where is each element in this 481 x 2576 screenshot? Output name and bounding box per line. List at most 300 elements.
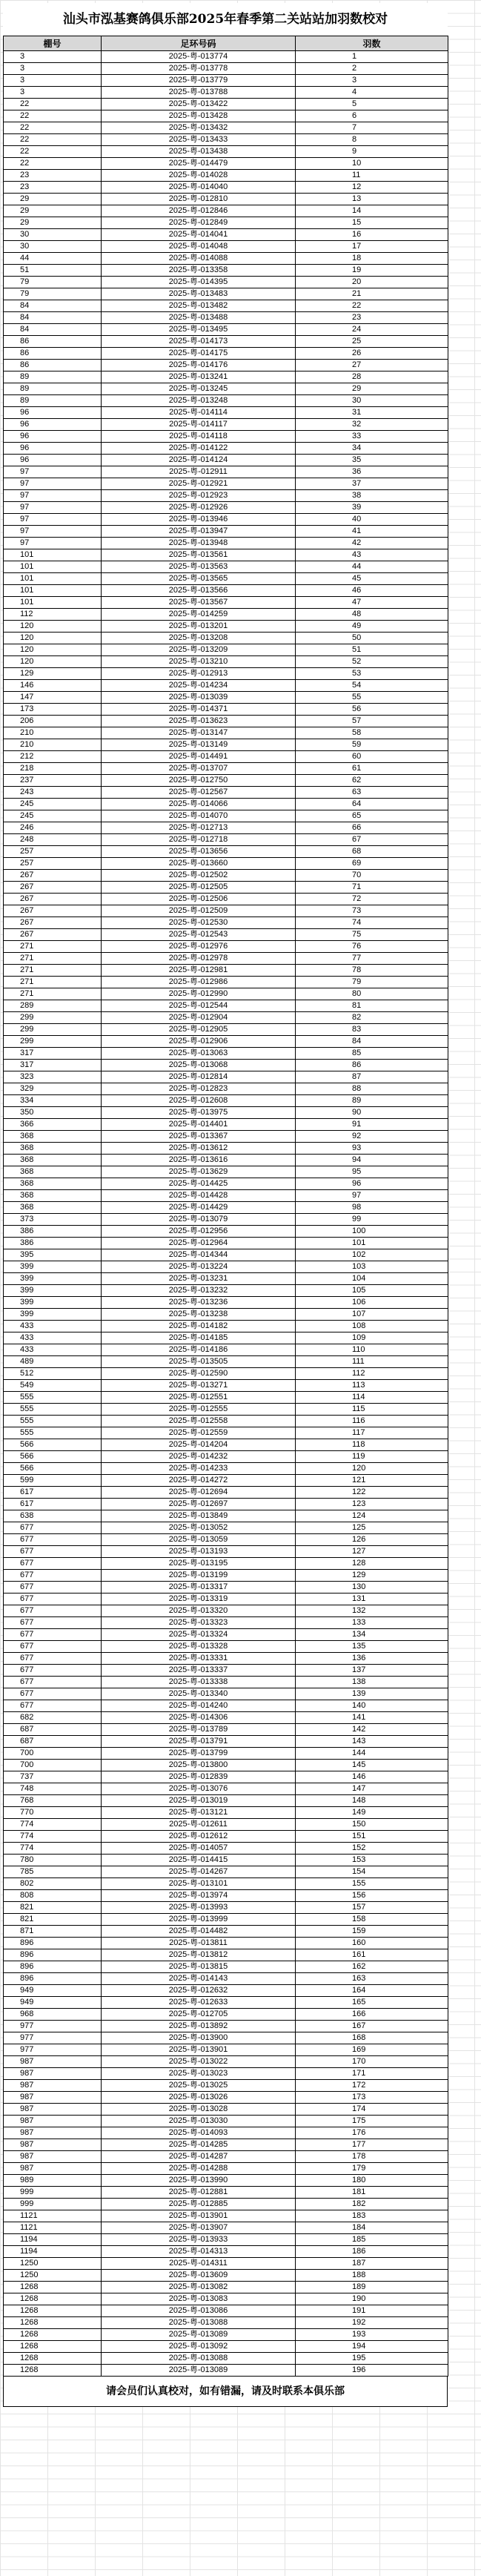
table-row — [4, 858, 448, 870]
table-row — [4, 1949, 448, 1961]
table-row — [4, 431, 448, 443]
cell-ring: 2025-粤-012839 — [102, 1771, 296, 1783]
table-row — [4, 609, 448, 621]
table-row — [4, 241, 448, 253]
cell-loft: 22 — [4, 99, 102, 110]
table-row — [4, 229, 448, 241]
cell-count: 182 — [296, 2199, 448, 2210]
cell-loft: 267 — [4, 929, 102, 941]
cell-ring: 2025-粤-014117 — [102, 419, 296, 431]
column-header-ring: 足环号码 — [102, 36, 296, 51]
cell-ring: 2025-粤-013616 — [102, 1155, 296, 1166]
table-row — [4, 2305, 448, 2317]
cell-count: 48 — [296, 609, 448, 621]
cell-loft: 212 — [4, 751, 102, 763]
cell-loft: 617 — [4, 1499, 102, 1510]
cell-count: 71 — [296, 882, 448, 894]
cell-ring: 2025-粤-013052 — [102, 1522, 296, 1534]
cell-count: 185 — [296, 2234, 448, 2246]
cell-count: 117 — [296, 1427, 448, 1439]
cell-loft: 96 — [4, 443, 102, 455]
cell-loft: 317 — [4, 1048, 102, 1060]
cell-ring: 2025-粤-013245 — [102, 383, 296, 395]
table-row — [4, 763, 448, 775]
cell-count: 78 — [296, 965, 448, 977]
table-row — [4, 1309, 448, 1321]
cell-loft: 748 — [4, 1783, 102, 1795]
table-row — [4, 455, 448, 466]
table-row — [4, 573, 448, 585]
cell-ring: 2025-粤-013236 — [102, 1297, 296, 1309]
cell-ring: 2025-粤-013317 — [102, 1582, 296, 1594]
cell-loft: 29 — [4, 194, 102, 205]
cell-loft: 677 — [4, 1641, 102, 1653]
cell-count: 57 — [296, 716, 448, 727]
cell-count: 23 — [296, 312, 448, 324]
column-header-count: 羽数 — [296, 36, 448, 51]
cell-loft: 89 — [4, 383, 102, 395]
cell-ring: 2025-粤-013019 — [102, 1795, 296, 1807]
cell-loft: 987 — [4, 2056, 102, 2068]
cell-loft: 896 — [4, 1949, 102, 1961]
table-row — [4, 621, 448, 633]
cell-loft: 1194 — [4, 2234, 102, 2246]
cell-count: 158 — [296, 1914, 448, 1926]
cell-ring: 2025-粤-012530 — [102, 917, 296, 929]
cell-loft: 97 — [4, 466, 102, 478]
cell-loft: 386 — [4, 1238, 102, 1249]
cell-ring: 2025-粤-013248 — [102, 395, 296, 407]
cell-count: 53 — [296, 668, 448, 680]
cell-count: 10 — [296, 158, 448, 170]
cell-loft: 101 — [4, 573, 102, 585]
table-row — [4, 846, 448, 858]
table-row — [4, 2246, 448, 2258]
cell-ring: 2025-粤-012633 — [102, 1997, 296, 2009]
cell-count: 177 — [296, 2139, 448, 2151]
cell-count: 128 — [296, 1558, 448, 1570]
table-row — [4, 217, 448, 229]
cell-count: 54 — [296, 680, 448, 692]
cell-loft: 146 — [4, 680, 102, 692]
cell-count: 47 — [296, 597, 448, 609]
table-row — [4, 1439, 448, 1451]
cell-ring: 2025-粤-013063 — [102, 1048, 296, 1060]
cell-loft: 871 — [4, 1926, 102, 1938]
table-row — [4, 1570, 448, 1582]
table-row — [4, 75, 448, 87]
cell-count: 151 — [296, 1831, 448, 1843]
cell-loft: 687 — [4, 1724, 102, 1736]
cell-ring: 2025-粤-013811 — [102, 1938, 296, 1949]
cell-ring: 2025-粤-012559 — [102, 1427, 296, 1439]
table-body — [4, 51, 448, 2377]
table-row — [4, 348, 448, 360]
cell-ring: 2025-粤-012551 — [102, 1392, 296, 1404]
cell-ring: 2025-粤-013900 — [102, 2032, 296, 2044]
cell-ring: 2025-粤-014306 — [102, 1712, 296, 1724]
cell-loft: 512 — [4, 1368, 102, 1380]
cell-ring: 2025-粤-014234 — [102, 680, 296, 692]
cell-ring: 2025-粤-013566 — [102, 585, 296, 597]
cell-loft: 677 — [4, 1558, 102, 1570]
cell-loft: 329 — [4, 1083, 102, 1095]
cell-ring: 2025-粤-014186 — [102, 1344, 296, 1356]
cell-loft: 3 — [4, 51, 102, 63]
cell-ring: 2025-粤-013079 — [102, 1214, 296, 1226]
cell-ring: 2025-粤-014259 — [102, 609, 296, 621]
table-row — [4, 1878, 448, 1890]
cell-ring: 2025-粤-014232 — [102, 1451, 296, 1463]
cell-ring: 2025-粤-014204 — [102, 1439, 296, 1451]
cell-ring: 2025-粤-012978 — [102, 953, 296, 965]
cell-ring: 2025-粤-014285 — [102, 2139, 296, 2151]
cell-loft: 317 — [4, 1060, 102, 1071]
table-row — [4, 1404, 448, 1416]
cell-ring: 2025-粤-013209 — [102, 644, 296, 656]
cell-ring: 2025-粤-012906 — [102, 1036, 296, 1048]
cell-count: 125 — [296, 1522, 448, 1534]
table-row — [4, 502, 448, 514]
table-row — [4, 905, 448, 917]
cell-count: 59 — [296, 739, 448, 751]
table-row — [4, 1938, 448, 1949]
cell-ring: 2025-粤-013656 — [102, 846, 296, 858]
cell-ring: 2025-粤-014070 — [102, 810, 296, 822]
table-row — [4, 63, 448, 75]
cell-loft: 399 — [4, 1285, 102, 1297]
cell-loft: 677 — [4, 1677, 102, 1688]
table-row — [4, 158, 448, 170]
cell-ring: 2025-粤-013789 — [102, 1724, 296, 1736]
cell-ring: 2025-粤-014114 — [102, 407, 296, 419]
cell-count: 140 — [296, 1700, 448, 1712]
cell-loft: 566 — [4, 1451, 102, 1463]
cell-ring: 2025-粤-013068 — [102, 1060, 296, 1071]
cell-ring: 2025-粤-013076 — [102, 1783, 296, 1795]
table-row — [4, 1226, 448, 1238]
table-row — [4, 1451, 448, 1463]
cell-count: 11 — [296, 170, 448, 182]
cell-loft: 677 — [4, 1582, 102, 1594]
cell-ring: 2025-粤-012567 — [102, 787, 296, 799]
cell-count: 132 — [296, 1605, 448, 1617]
cell-count: 162 — [296, 1961, 448, 1973]
table-row — [4, 716, 448, 727]
cell-loft: 949 — [4, 1997, 102, 2009]
cell-loft: 968 — [4, 2009, 102, 2021]
cell-ring: 2025-粤-013483 — [102, 288, 296, 300]
cell-count: 180 — [296, 2175, 448, 2187]
cell-loft: 210 — [4, 739, 102, 751]
cell-count: 191 — [296, 2305, 448, 2317]
cell-count: 143 — [296, 1736, 448, 1748]
cell-count: 60 — [296, 751, 448, 763]
cell-loft: 555 — [4, 1404, 102, 1416]
table-row — [4, 1748, 448, 1760]
cell-count: 183 — [296, 2210, 448, 2222]
table-row — [4, 834, 448, 846]
cell-loft: 1268 — [4, 2282, 102, 2293]
cell-count: 1 — [296, 51, 448, 63]
cell-count: 15 — [296, 217, 448, 229]
cell-loft: 271 — [4, 941, 102, 953]
cell-loft: 334 — [4, 1095, 102, 1107]
cell-ring: 2025-粤-013210 — [102, 656, 296, 668]
table-row — [4, 419, 448, 431]
table-row — [4, 2021, 448, 2032]
cell-loft: 3 — [4, 63, 102, 75]
cell-loft: 368 — [4, 1190, 102, 1202]
cell-ring: 2025-粤-012713 — [102, 822, 296, 834]
cell-ring: 2025-粤-013812 — [102, 1949, 296, 1961]
table-row — [4, 727, 448, 739]
table-row — [4, 1973, 448, 1985]
cell-count: 55 — [296, 692, 448, 704]
cell-ring: 2025-粤-012705 — [102, 2009, 296, 2021]
cell-loft: 89 — [4, 371, 102, 383]
cell-count: 65 — [296, 810, 448, 822]
cell-ring: 2025-粤-013433 — [102, 134, 296, 146]
cell-count: 83 — [296, 1024, 448, 1036]
cell-ring: 2025-粤-012718 — [102, 834, 296, 846]
cell-loft: 22 — [4, 134, 102, 146]
cell-ring: 2025-粤-012558 — [102, 1416, 296, 1427]
cell-ring: 2025-粤-014124 — [102, 455, 296, 466]
cell-loft: 3 — [4, 75, 102, 87]
cell-loft: 267 — [4, 882, 102, 894]
cell-loft: 245 — [4, 799, 102, 810]
table-row — [4, 644, 448, 656]
cell-ring: 2025-粤-012697 — [102, 1499, 296, 1510]
table-row — [4, 2139, 448, 2151]
cell-ring: 2025-粤-013788 — [102, 87, 296, 99]
table-row — [4, 1261, 448, 1273]
table-row — [4, 1368, 448, 1380]
cell-loft: 210 — [4, 727, 102, 739]
cell-loft: 617 — [4, 1487, 102, 1499]
cell-loft: 248 — [4, 834, 102, 846]
table-row — [4, 407, 448, 419]
cell-loft: 86 — [4, 348, 102, 360]
cell-count: 173 — [296, 2092, 448, 2104]
cell-ring: 2025-粤-012814 — [102, 1071, 296, 1083]
table-row — [4, 1083, 448, 1095]
cell-loft: 399 — [4, 1273, 102, 1285]
table-row — [4, 1890, 448, 1902]
table-row — [4, 1143, 448, 1155]
table-row — [4, 2353, 448, 2365]
cell-count: 96 — [296, 1178, 448, 1190]
cell-loft: 821 — [4, 1914, 102, 1926]
cell-loft: 373 — [4, 1214, 102, 1226]
cell-count: 17 — [296, 241, 448, 253]
cell-ring: 2025-粤-013337 — [102, 1665, 296, 1677]
cell-ring: 2025-粤-013089 — [102, 2365, 296, 2377]
table-row — [4, 2092, 448, 2104]
cell-ring: 2025-粤-012990 — [102, 988, 296, 1000]
cell-loft: 677 — [4, 1665, 102, 1677]
cell-loft: 120 — [4, 644, 102, 656]
cell-loft: 1268 — [4, 2365, 102, 2377]
table-row — [4, 1392, 448, 1404]
table-row — [4, 882, 448, 894]
cell-loft: 1194 — [4, 2246, 102, 2258]
table-row — [4, 1463, 448, 1475]
cell-count: 127 — [296, 1546, 448, 1558]
cell-loft: 129 — [4, 668, 102, 680]
cell-count: 12 — [296, 182, 448, 194]
table-row — [4, 1166, 448, 1178]
table-row — [4, 1997, 448, 2009]
cell-ring: 2025-粤-013438 — [102, 146, 296, 158]
cell-count: 81 — [296, 1000, 448, 1012]
table-row — [4, 1048, 448, 1060]
cell-count: 146 — [296, 1771, 448, 1783]
table-row — [4, 1629, 448, 1641]
cell-ring: 2025-粤-012590 — [102, 1368, 296, 1380]
table-row — [4, 2258, 448, 2270]
cell-loft: 246 — [4, 822, 102, 834]
cell-loft: 89 — [4, 395, 102, 407]
cell-ring: 2025-粤-014122 — [102, 443, 296, 455]
cell-count: 195 — [296, 2353, 448, 2365]
table-row — [4, 1665, 448, 1677]
table-row — [4, 360, 448, 371]
table-row — [4, 2104, 448, 2116]
cell-ring: 2025-粤-013023 — [102, 2068, 296, 2080]
cell-ring: 2025-粤-014088 — [102, 253, 296, 265]
table-row — [4, 1677, 448, 1688]
cell-loft: 101 — [4, 597, 102, 609]
cell-count: 35 — [296, 455, 448, 466]
table-row — [4, 2210, 448, 2222]
cell-count: 97 — [296, 1190, 448, 1202]
cell-count: 16 — [296, 229, 448, 241]
cell-ring: 2025-粤-013121 — [102, 1807, 296, 1819]
table-row — [4, 1582, 448, 1594]
cell-ring: 2025-粤-013088 — [102, 2317, 296, 2329]
cell-ring: 2025-粤-012981 — [102, 965, 296, 977]
cell-loft: 1268 — [4, 2341, 102, 2353]
cell-loft: 271 — [4, 953, 102, 965]
cell-loft: 987 — [4, 2104, 102, 2116]
cell-loft: 774 — [4, 1831, 102, 1843]
cell-count: 30 — [296, 395, 448, 407]
table-row — [4, 1712, 448, 1724]
table-row — [4, 1000, 448, 1012]
table-row — [4, 277, 448, 288]
cell-loft: 555 — [4, 1416, 102, 1427]
cell-ring: 2025-粤-013028 — [102, 2104, 296, 2116]
cell-count: 176 — [296, 2127, 448, 2139]
table-row — [4, 1475, 448, 1487]
cell-count: 136 — [296, 1653, 448, 1665]
table-row — [4, 1071, 448, 1083]
table-row — [4, 1238, 448, 1249]
table-row — [4, 2116, 448, 2127]
table-row — [4, 1131, 448, 1143]
cell-loft: 84 — [4, 324, 102, 336]
cell-ring: 2025-粤-012885 — [102, 2199, 296, 2210]
cell-count: 86 — [296, 1060, 448, 1071]
table-row — [4, 2293, 448, 2305]
cell-loft: 566 — [4, 1463, 102, 1475]
table-row — [4, 87, 448, 99]
table-row — [4, 894, 448, 905]
cell-ring: 2025-粤-013799 — [102, 1748, 296, 1760]
cell-loft: 97 — [4, 502, 102, 514]
cell-ring: 2025-粤-014425 — [102, 1178, 296, 1190]
table-row — [4, 2032, 448, 2044]
document — [3, 3, 448, 2407]
table-row — [4, 1416, 448, 1427]
table-row — [4, 51, 448, 63]
cell-count: 52 — [296, 656, 448, 668]
cell-loft: 368 — [4, 1131, 102, 1143]
cell-loft: 112 — [4, 609, 102, 621]
cell-loft: 999 — [4, 2199, 102, 2210]
cell-count: 33 — [296, 431, 448, 443]
cell-loft: 368 — [4, 1143, 102, 1155]
table-row — [4, 122, 448, 134]
cell-count: 36 — [296, 466, 448, 478]
cell-count: 135 — [296, 1641, 448, 1653]
table-row — [4, 2080, 448, 2092]
table-row — [4, 810, 448, 822]
cell-loft: 271 — [4, 988, 102, 1000]
table-row — [4, 1024, 448, 1036]
cell-loft: 987 — [4, 2139, 102, 2151]
cell-ring: 2025-粤-013779 — [102, 75, 296, 87]
cell-count: 109 — [296, 1332, 448, 1344]
cell-ring: 2025-粤-013331 — [102, 1653, 296, 1665]
cell-count: 107 — [296, 1309, 448, 1321]
cell-ring: 2025-粤-014482 — [102, 1926, 296, 1938]
cell-ring: 2025-粤-014176 — [102, 360, 296, 371]
table-row — [4, 538, 448, 549]
cell-count: 156 — [296, 1890, 448, 1902]
cell-count: 174 — [296, 2104, 448, 2116]
cell-count: 27 — [296, 360, 448, 371]
cell-ring: 2025-粤-013800 — [102, 1760, 296, 1771]
table-row — [4, 170, 448, 182]
cell-loft: 44 — [4, 253, 102, 265]
cell-ring: 2025-粤-013488 — [102, 312, 296, 324]
cell-count: 120 — [296, 1463, 448, 1475]
cell-loft: 257 — [4, 846, 102, 858]
table-row — [4, 1155, 448, 1166]
cell-ring: 2025-粤-013774 — [102, 51, 296, 63]
cell-ring: 2025-粤-013358 — [102, 265, 296, 277]
cell-count: 178 — [296, 2151, 448, 2163]
cell-ring: 2025-粤-012913 — [102, 668, 296, 680]
cell-loft: 677 — [4, 1546, 102, 1558]
cell-loft: 289 — [4, 1000, 102, 1012]
table-row — [4, 739, 448, 751]
cell-ring: 2025-粤-013901 — [102, 2044, 296, 2056]
table-row — [4, 1866, 448, 1878]
results-table — [3, 36, 448, 2377]
cell-ring: 2025-粤-012849 — [102, 217, 296, 229]
table-row — [4, 2175, 448, 2187]
table-row — [4, 2127, 448, 2139]
cell-ring: 2025-粤-013083 — [102, 2293, 296, 2305]
cell-loft: 147 — [4, 692, 102, 704]
cell-ring: 2025-粤-012921 — [102, 478, 296, 490]
cell-ring: 2025-粤-012632 — [102, 1985, 296, 1997]
cell-count: 129 — [296, 1570, 448, 1582]
